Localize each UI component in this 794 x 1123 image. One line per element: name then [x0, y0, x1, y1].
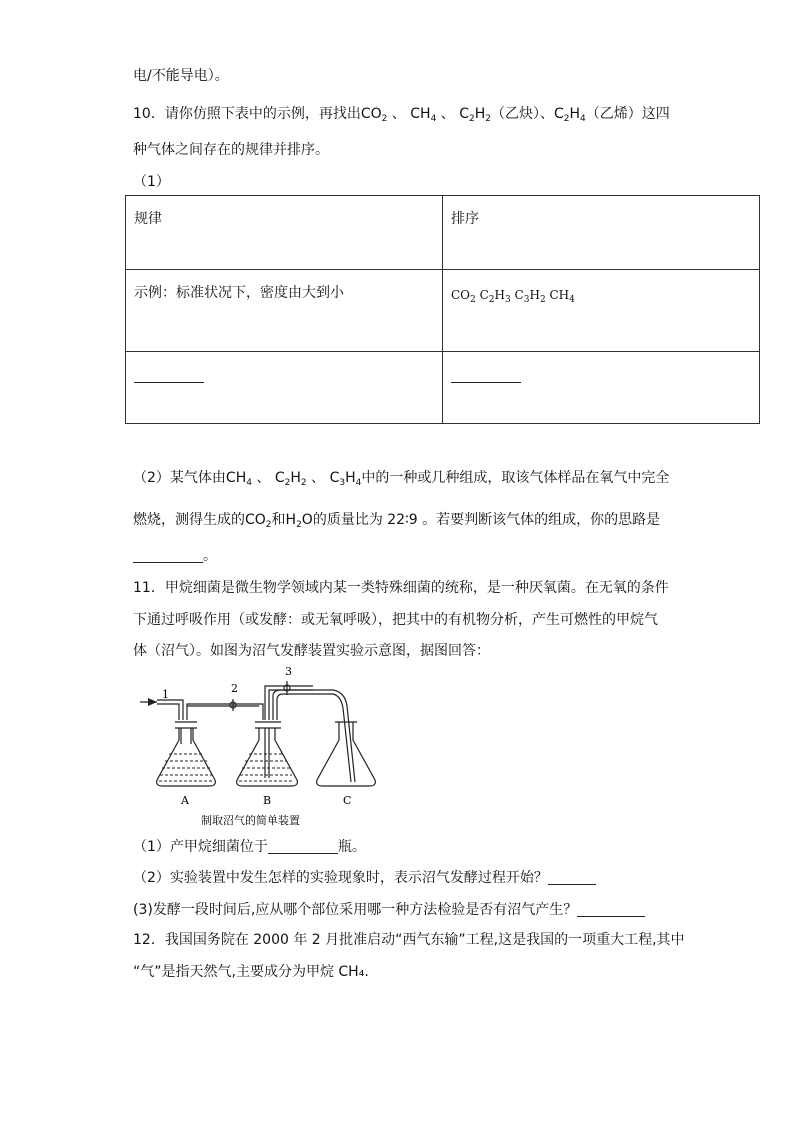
example-item: $CO_2$ [451, 288, 476, 305]
table-answer-rule [126, 352, 443, 424]
formula-h2o: $H_2O$ [285, 512, 313, 530]
q11-2-text: （2）实验装置中发生怎样的实验现象时，表示沼气发酵过程开始？ [133, 870, 548, 886]
table-answer-order [443, 352, 760, 424]
text-line-continuation: 电/不能导电）。 [133, 68, 229, 84]
q11-line-2: 下通过呼吸作用（或发酵：或无氧呼吸），把其中的有机物分析，产生可燃性的甲烷气 [133, 612, 658, 628]
q10-line-1 [133, 104, 670, 124]
q10-2-text: （2）某气体由 [133, 470, 226, 486]
formula-c2h2: $C_2H_2$ [459, 106, 491, 124]
answer-blank[interactable] [451, 366, 521, 383]
q12-line-1: 12．我国国务院在 2000 年 2 月批准启动“西气东输”工程,这是我国的一项重大工程,其中 [133, 932, 685, 948]
example-item: $C_2H_3$ [479, 288, 511, 305]
separator: 、 [391, 106, 406, 122]
answer-blank[interactable] [133, 546, 203, 563]
q11-3-text: (3)发酵一段时间后,应从哪个部位采用哪一种方法检验是否有沼气产生？ [133, 902, 578, 918]
q11-part-3 [133, 900, 645, 920]
formula-c2h2: $C_2H_2$ [274, 470, 307, 488]
separator: 、 [440, 106, 455, 122]
q10-part-2-line-3 [133, 546, 217, 566]
q10-part-1-label: （1） [133, 174, 170, 190]
answer-blank[interactable] [268, 837, 338, 854]
q10-text: （乙烯）这四 [585, 106, 670, 122]
example-item: $CH_4$ [549, 288, 575, 305]
formula-ch4: $CH_4$ [225, 470, 252, 488]
label-1: 1 [162, 688, 169, 701]
q11-1-text: （1）产甲烷细菌位于 [133, 839, 268, 855]
q11-part-2 [133, 868, 596, 888]
table-header-order: 排序 [443, 196, 760, 270]
separator: 、 [256, 470, 271, 486]
label-3: 3 [285, 665, 292, 678]
formula-c2h4: $C_2H_4$ [554, 106, 586, 124]
formula-co2: $CO_2$ [360, 106, 388, 124]
formula-c3h4: $C_3H_4$ [329, 470, 362, 488]
q10-2-text: 燃烧，测得生成的 [133, 512, 245, 528]
table-example-order [443, 270, 760, 352]
example-item: $C_3H_2$ [514, 288, 546, 305]
label-2: 2 [231, 682, 238, 695]
q10-part-2-line-2 [133, 510, 660, 530]
q11-line-1: 11．甲烷细菌是微生物学领域内某一类特殊细菌的统称，是一种厌氧菌。在无氧的条件 [133, 580, 669, 596]
period: 。 [203, 548, 217, 564]
formula-co2: $CO_2$ [245, 512, 272, 530]
separator: 、 [311, 470, 326, 486]
rule-table [125, 195, 760, 424]
q10-text: 10．请你仿照下表中的示例，再找出 [133, 106, 361, 122]
table-example-rule: 示例：标准状况下，密度由大到小 [126, 270, 443, 352]
q11-line-3: 体（沼气）。如图为沼气发酵装置实验示意图，据图回答： [133, 643, 490, 659]
table-header-rule: 规律 [126, 196, 443, 270]
q10-2-text: 的质量比为 22∶9 。若要判断该气体的组成，你的思路是 [312, 512, 661, 528]
label-b: B [263, 794, 272, 807]
q11-1-text: 瓶。 [337, 839, 366, 855]
figure-caption: 制取沼气的简单装置 [201, 814, 300, 827]
answer-blank[interactable] [134, 366, 204, 383]
q12-line-2: “气”是指天然气,主要成分为甲烷 CH₄. [133, 964, 369, 980]
q10-part-2-line-1 [133, 468, 669, 488]
label-a: A [181, 794, 189, 807]
biogas-apparatus-diagram [135, 662, 395, 832]
q10-line-2: 种气体之间存在的规律并排序。 [133, 142, 329, 158]
q10-text: （乙炔）、 [491, 106, 554, 122]
q10-2-text: 中的一种或几种组成，取该气体样品在氧气中完全 [361, 470, 670, 486]
formula-ch4: $CH_4$ [410, 106, 437, 124]
answer-blank[interactable] [548, 868, 596, 885]
label-c: C [343, 794, 352, 807]
answer-blank[interactable] [577, 900, 645, 917]
q10-2-text: 和 [271, 512, 286, 528]
q11-part-1 [133, 837, 366, 857]
